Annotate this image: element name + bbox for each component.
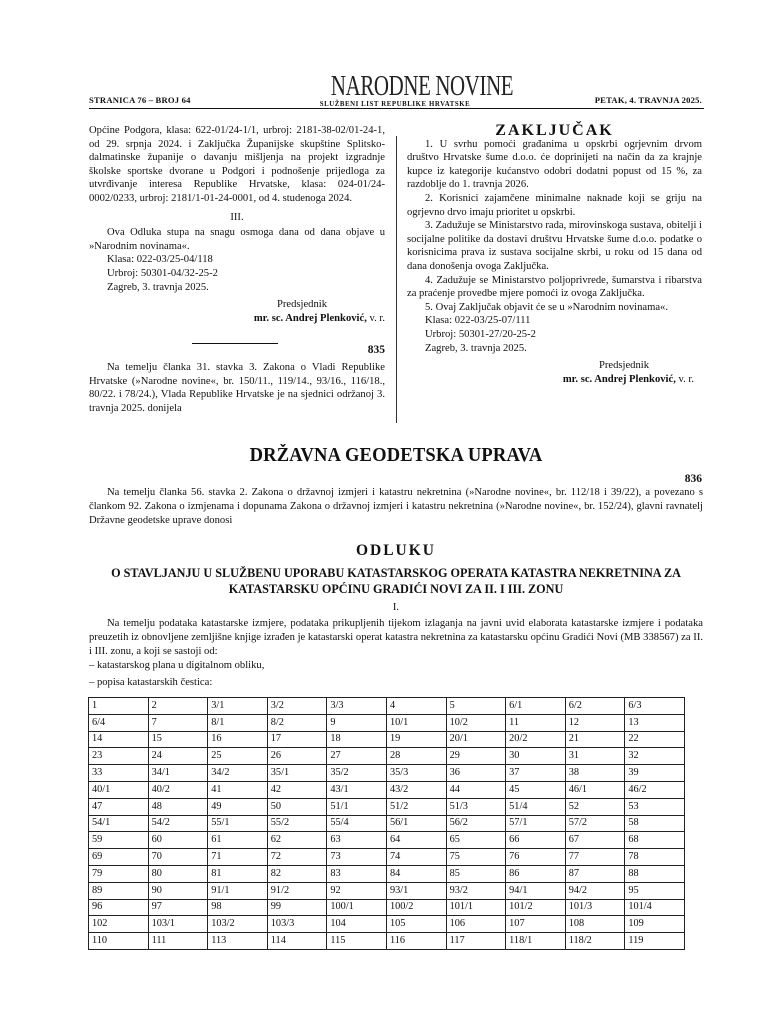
table-cell: 68 <box>625 832 685 849</box>
table-cell: 84 <box>386 865 446 882</box>
table-row <box>89 916 685 933</box>
table-cell: 101/4 <box>625 899 685 916</box>
table-cell: 12 <box>565 714 625 731</box>
table-cell: 30 <box>506 748 566 765</box>
table-cell: 46/2 <box>625 781 685 798</box>
table-cell: 118/1 <box>506 933 566 950</box>
table-cell: 79 <box>89 865 149 882</box>
table-cell: 61 <box>208 832 268 849</box>
conclusion-item: 5. Ovaj Zaključak objavit će se u »Narodnim novinama«. <box>425 301 668 313</box>
conclusion-item: 4. Zadužuje se Ministarstvo poljoprivrede, šumarstva i ribarstva za praćenje provedbe mjere pomoći iz ovoga Zaključka. <box>407 274 702 300</box>
table-cell: 33 <box>89 765 149 782</box>
table-cell: 35/2 <box>327 765 387 782</box>
place-date-line: Zagreb, 3. travnja 2025. <box>425 342 527 354</box>
table-cell: 62 <box>267 832 327 849</box>
paragraph: Općine Podgora, klasa: 622-01/24-1/1, urbroj: 2181-38-02/01-24-1, od 29. srpnja 2024. i Zaključka Županijske skupštine Splitsko-dalmatinske županije o davanju mišljenja na projekt izgradnje školske sportske dvorane u Podgori i podnošenje prijedloga za utvrđivanje interesa Republike Hrvatske, klasa: 024-01/24-0002/0233, urbroj: 2181/1-01-24-0001, od 4. studenoga 2024. <box>89 125 385 204</box>
signature-role: Predsjednik <box>599 360 650 372</box>
table-cell: 3/3 <box>327 698 387 715</box>
page-number-header: STRANICA 76 – BROJ 64 <box>89 95 191 105</box>
table-cell: 71 <box>208 849 268 866</box>
masthead-subtitle: SLUŽBENI LIST REPUBLIKE HRVATSKE <box>319 101 471 108</box>
table-cell: 10/1 <box>386 714 446 731</box>
signature-suffix: v. r. <box>366 312 385 324</box>
table-cell: 40/1 <box>89 781 149 798</box>
table-cell: 23 <box>89 748 149 765</box>
table-cell: 5 <box>446 698 506 715</box>
table-cell: 111 <box>148 933 208 950</box>
table-cell: 103/1 <box>148 916 208 933</box>
table-cell: 65 <box>446 832 506 849</box>
table-cell: 93/1 <box>386 882 446 899</box>
table-row <box>89 882 685 899</box>
table-row <box>89 815 685 832</box>
table-cell: 58 <box>625 815 685 832</box>
table-cell: 109 <box>625 916 685 933</box>
table-cell: 90 <box>148 882 208 899</box>
table-cell: 48 <box>148 798 208 815</box>
signature-name: mr. sc. Andrej Plenković, <box>253 312 367 324</box>
table-cell: 78 <box>625 849 685 866</box>
table-cell: 1 <box>89 698 149 715</box>
table-cell: 107 <box>506 916 566 933</box>
table-cell: 20/1 <box>446 731 506 748</box>
masthead-title: NARODNE NOVINE <box>330 70 514 102</box>
table-row <box>89 748 685 765</box>
signature-name: mr. sc. Andrej Plenković, <box>562 373 676 385</box>
table-cell: 6/2 <box>565 698 625 715</box>
table-cell: 87 <box>565 865 625 882</box>
right-column <box>407 124 702 386</box>
signature-role: Predsjednik <box>277 299 328 311</box>
table-cell: 42 <box>267 781 327 798</box>
table-cell: 113 <box>208 933 268 950</box>
decision-subtitle <box>89 565 703 597</box>
section-intro: Na temelju članka 56. stavka 2. Zakona o državnoj izmjeri i katastru nekretnina (»Narodne novine«, br. 112/18 i 39/22), a povezano s člankom 92. Zakona o izmjenama i dopunama Zakona o državnoj izmjeri i katastru nekretnina (»Narodne novine«, br. 152/24), glavni ravnatelj Državne geodetske uprave donosi <box>89 487 703 526</box>
column-divider <box>396 136 397 423</box>
table-cell: 100/1 <box>327 899 387 916</box>
list-item: – popisa katastarskih čestica: <box>89 677 213 688</box>
table-cell: 34/2 <box>208 765 268 782</box>
table-cell: 17 <box>267 731 327 748</box>
document-number: 835 <box>367 344 385 357</box>
table-cell: 93/2 <box>446 882 506 899</box>
table-cell: 118/2 <box>565 933 625 950</box>
table-cell: 69 <box>89 849 149 866</box>
parcels-table <box>88 697 685 950</box>
document-number: 836 <box>684 473 702 485</box>
table-cell: 54/1 <box>89 815 149 832</box>
table-cell: 15 <box>148 731 208 748</box>
table-cell: 99 <box>267 899 327 916</box>
table-cell: 66 <box>506 832 566 849</box>
table-row <box>89 714 685 731</box>
table-cell: 14 <box>89 731 149 748</box>
left-column <box>89 124 385 415</box>
table-cell: 67 <box>565 832 625 849</box>
table-cell: 27 <box>327 748 387 765</box>
table-cell: 91/1 <box>208 882 268 899</box>
section-title: DRŽAVNA GEODETSKA UPRAVA <box>249 445 543 466</box>
table-cell: 64 <box>386 832 446 849</box>
table-cell: 116 <box>386 933 446 950</box>
header-rule <box>89 108 704 109</box>
table-cell: 89 <box>89 882 149 899</box>
paragraph: Ova Odluka stupa na snagu osmoga dana od dana objave u »Narodnim novinama«. <box>89 227 385 252</box>
table-cell: 34/1 <box>148 765 208 782</box>
table-row <box>89 832 685 849</box>
table-cell: 37 <box>506 765 566 782</box>
table-cell: 47 <box>89 798 149 815</box>
table-row <box>89 798 685 815</box>
table-cell: 51/3 <box>446 798 506 815</box>
table-cell: 86 <box>506 865 566 882</box>
table-cell: 106 <box>446 916 506 933</box>
table-cell: 103/2 <box>208 916 268 933</box>
table-cell: 100/2 <box>386 899 446 916</box>
table-cell: 7 <box>148 714 208 731</box>
table-cell: 59 <box>89 832 149 849</box>
table-cell: 114 <box>267 933 327 950</box>
table-cell: 101/3 <box>565 899 625 916</box>
table-cell: 38 <box>565 765 625 782</box>
table-cell: 97 <box>148 899 208 916</box>
signature <box>407 373 702 387</box>
table-cell: 103/3 <box>267 916 327 933</box>
table-row <box>89 781 685 798</box>
table-cell: 101/2 <box>506 899 566 916</box>
table-cell: 10/2 <box>446 714 506 731</box>
table-cell: 39 <box>625 765 685 782</box>
signature <box>89 312 385 326</box>
table-cell: 70 <box>148 849 208 866</box>
table-cell: 55/2 <box>267 815 327 832</box>
table-cell: 74 <box>386 849 446 866</box>
table-cell: 96 <box>89 899 149 916</box>
table-cell: 94/2 <box>565 882 625 899</box>
table-row <box>89 849 685 866</box>
table-cell: 20/2 <box>506 731 566 748</box>
table-cell: 110 <box>89 933 149 950</box>
table-cell: 32 <box>625 748 685 765</box>
table-cell: 85 <box>446 865 506 882</box>
table-cell: 52 <box>565 798 625 815</box>
table-cell: 51/1 <box>327 798 387 815</box>
list-item: – katastarskog plana u digitalnom obliku, <box>89 660 265 671</box>
table-cell: 26 <box>267 748 327 765</box>
conclusion-item: 1. U svrhu pomoći građanima u opskrbi ogrjevnim drvom društvo Hrvatske šume d.o.o. će doprinijeti na način da za krajnje kupce iz kategorije kućanstvo odobri dodatni popust od 15 %, za razdoblje do 1. travnja 2026. <box>407 138 702 191</box>
table-cell: 115 <box>327 933 387 950</box>
table-cell: 57/2 <box>565 815 625 832</box>
decision-subtitle-line: KATASTARSKU OPĆINU GRADIĆI NOVI ZA II. I III. ZONU <box>228 582 564 596</box>
urbroj-line: Urbroj: 50301-04/32-25-2 <box>107 267 218 279</box>
article-number: III. <box>230 211 244 223</box>
table-cell: 51/4 <box>506 798 566 815</box>
table-cell: 77 <box>565 849 625 866</box>
table-cell: 92 <box>327 882 387 899</box>
table-cell: 101/1 <box>446 899 506 916</box>
table-cell: 51/2 <box>386 798 446 815</box>
table-cell: 98 <box>208 899 268 916</box>
table-cell: 11 <box>506 714 566 731</box>
decision-body: Na temelju podataka katastarske izmjere, podataka prikupljenih tijekom izlaganja na javni uvid elaborata katastarske izmjere i podataka preuzetih iz obnovljene zemljišne knjige izrađen je katastarski operat katastra nekretnina za katastarsku općinu Gradići Novi (MB 338567) za II. i III. zonu, a koji se sastoji od: <box>89 618 703 657</box>
table-cell: 104 <box>327 916 387 933</box>
place-date-line: Zagreb, 3. travnja 2025. <box>107 281 209 293</box>
table-cell: 6/3 <box>625 698 685 715</box>
table-cell: 80 <box>148 865 208 882</box>
table-row <box>89 933 685 950</box>
table-cell: 29 <box>446 748 506 765</box>
table-cell: 117 <box>446 933 506 950</box>
table-cell: 82 <box>267 865 327 882</box>
table-row <box>89 698 685 715</box>
table-cell: 81 <box>208 865 268 882</box>
paragraph: Na temelju članka 31. stavka 3. Zakona o Vladi Republike Hrvatske (»Narodne novine«, br. 150/11., 119/14., 93/16., 116/18., 80/22. i 78/24.), Vlada Republike Hrvatske je na sjednici održanoj 3. travnja 2025. donijela <box>89 361 385 414</box>
table-cell: 46/1 <box>565 781 625 798</box>
table-cell: 94/1 <box>506 882 566 899</box>
table-cell: 9 <box>327 714 387 731</box>
table-cell: 31 <box>565 748 625 765</box>
table-cell: 88 <box>625 865 685 882</box>
table-cell: 53 <box>625 798 685 815</box>
signature-suffix: v. r. <box>675 373 694 385</box>
table-cell: 54/2 <box>148 815 208 832</box>
table-cell: 49 <box>208 798 268 815</box>
table-cell: 16 <box>208 731 268 748</box>
table-cell: 56/2 <box>446 815 506 832</box>
table-cell: 55/1 <box>208 815 268 832</box>
table-cell: 18 <box>327 731 387 748</box>
conclusion-title: ZAKLJUČAK <box>495 122 614 139</box>
table-cell: 6/1 <box>506 698 566 715</box>
table-cell: 105 <box>386 916 446 933</box>
table-cell: 50 <box>267 798 327 815</box>
table-cell: 41 <box>208 781 268 798</box>
table-cell: 35/1 <box>267 765 327 782</box>
table-cell: 3/2 <box>267 698 327 715</box>
table-cell: 40/2 <box>148 781 208 798</box>
masthead <box>306 70 514 108</box>
klasa-line: Klasa: 022-03/25-04/118 <box>107 254 213 266</box>
table-cell: 75 <box>446 849 506 866</box>
table-cell: 83 <box>327 865 387 882</box>
table-cell: 4 <box>386 698 446 715</box>
table-cell: 3/1 <box>208 698 268 715</box>
table-cell: 56/1 <box>386 815 446 832</box>
table-cell: 73 <box>327 849 387 866</box>
table-row <box>89 731 685 748</box>
table-row <box>89 865 685 882</box>
table-cell: 13 <box>625 714 685 731</box>
table-cell: 25 <box>208 748 268 765</box>
table-cell: 119 <box>625 933 685 950</box>
table-cell: 28 <box>386 748 446 765</box>
table-cell: 108 <box>565 916 625 933</box>
decision-subtitle-line: O STAVLJANJU U SLUŽBENU UPORABU KATASTARSKOG OPERATA KATASTRA NEKRETNINA ZA <box>111 566 681 580</box>
table-cell: 24 <box>148 748 208 765</box>
klasa-line: Klasa: 022-03/25-07/111 <box>425 315 531 327</box>
table-cell: 2 <box>148 698 208 715</box>
table-cell: 8/1 <box>208 714 268 731</box>
decision-heading: ODLUKU <box>355 542 437 559</box>
table-cell: 44 <box>446 781 506 798</box>
table-cell: 60 <box>148 832 208 849</box>
table-row <box>89 899 685 916</box>
conclusion-item: 2. Korisnici zajamčene minimalne naknade koji se griju na ogrjevno drvo imaju prioritet u opskrbi. <box>407 192 702 218</box>
table-cell: 22 <box>625 731 685 748</box>
table-cell: 57/1 <box>506 815 566 832</box>
table-cell: 95 <box>625 882 685 899</box>
table-cell: 91/2 <box>267 882 327 899</box>
table-cell: 43/1 <box>327 781 387 798</box>
issue-date-header: PETAK, 4. TRAVNJA 2025. <box>594 95 702 105</box>
table-cell: 55/4 <box>327 815 387 832</box>
article-number: I. <box>392 602 400 613</box>
table-cell: 8/2 <box>267 714 327 731</box>
table-cell: 45 <box>506 781 566 798</box>
table-cell: 43/2 <box>386 781 446 798</box>
table-cell: 76 <box>506 849 566 866</box>
table-cell: 72 <box>267 849 327 866</box>
table-cell: 6/4 <box>89 714 149 731</box>
table-cell: 102 <box>89 916 149 933</box>
conclusion-item: 3. Zadužuje se Ministarstvo rada, mirovinskoga sustava, obitelji i socijalne politike da dostavi društvu Hrvatske šume d.o.o. podatke o korisnicima prava iz sustava socijalne skrbi, u roku od 15 dana od dana donošenja ovoga Zaključka. <box>407 220 702 272</box>
table-cell: 36 <box>446 765 506 782</box>
table-row <box>89 765 685 782</box>
table-cell: 63 <box>327 832 387 849</box>
urbroj-line: Urbroj: 50301-27/20-25-2 <box>425 328 536 340</box>
table-cell: 19 <box>386 731 446 748</box>
table-cell: 35/3 <box>386 765 446 782</box>
table-cell: 21 <box>565 731 625 748</box>
